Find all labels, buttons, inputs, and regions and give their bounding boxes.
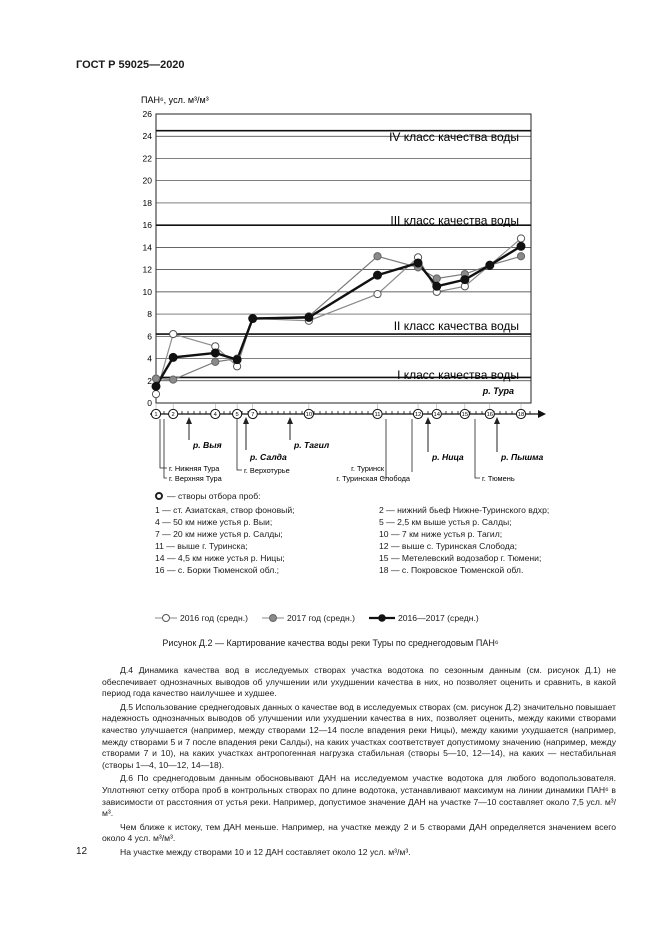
station-number: 5 bbox=[235, 412, 239, 419]
axis-arrow-icon bbox=[538, 410, 546, 418]
station-number: 18 bbox=[517, 412, 525, 419]
legend-item: 1 — ст. Азиатская, створ фоновый; bbox=[155, 505, 295, 515]
data-point bbox=[517, 242, 525, 250]
series-legend-2017 bbox=[262, 613, 355, 623]
data-point bbox=[152, 382, 160, 390]
legend-item: 4 — 50 км ниже устья р. Выи; bbox=[155, 517, 273, 527]
body-text bbox=[102, 665, 616, 861]
series-legend bbox=[155, 613, 479, 623]
data-point bbox=[169, 353, 177, 361]
data-point bbox=[374, 290, 381, 297]
tributary-salda: р. Салда bbox=[250, 452, 287, 462]
station-number: 12 bbox=[414, 412, 422, 419]
series-name: 2016—2017 (средн.) bbox=[397, 613, 479, 623]
legend-item: 16 — с. Борки Тюменской обл.; bbox=[155, 565, 280, 575]
paragraph: Д.4 Динамика качества вод в исследуемых створах участка водотока по сезонным данным (см. рисунок Д.1) не обеспечивает однозначных выводов об улучшении или ухудшении качества в них, но позволяет оценить и сравнить, в какой период года качество наилучшее и худшее. bbox=[102, 665, 616, 699]
class-label: IV класс качества воды bbox=[389, 130, 519, 145]
y-tick-label: 2 bbox=[147, 375, 152, 386]
data-point bbox=[249, 315, 257, 323]
y-tick-label: 0 bbox=[147, 398, 152, 408]
data-point bbox=[211, 349, 219, 357]
legend-item: 12 — выше с. Туринская Слобода; bbox=[379, 541, 517, 551]
town-nizhnyaya-tura: г. Нижняя Тура bbox=[169, 464, 220, 473]
town-turinsk: г. Туринск bbox=[351, 464, 384, 473]
paragraph: Д.6 По среднегодовым данным обосновывают ДАН на исследуемом участке водотока для любого водопользователя. Уплотняют сетку отбора проб в контрольных створах по длине водотока, устанавливают максимум на линии динамики ПАН⁶ в зависимости от расстояния от устья реки. Например, допустимое значение ДАН на участке 7—10 составляет около 7,5 усл. м³/м³. bbox=[102, 773, 616, 819]
y-tick-label: 22 bbox=[142, 153, 152, 164]
series-name: 2017 год (средн.) bbox=[286, 613, 355, 623]
tributary-vya: р. Выя bbox=[193, 440, 222, 450]
series-legend-2016 bbox=[155, 613, 248, 623]
y-tick-label: 20 bbox=[142, 175, 152, 186]
y-axis-label: ПАН⁶, усл. м³/м³ bbox=[141, 95, 209, 105]
data-point bbox=[433, 275, 440, 282]
figure-caption: Рисунок Д.2 — Картирование качества воды реки Туры по среднегодовым ПАН⁶ bbox=[162, 638, 499, 648]
y-tick-label: 16 bbox=[142, 220, 152, 231]
station-number: 11 bbox=[374, 412, 381, 419]
open-circle-line-icon bbox=[155, 613, 177, 623]
tributary-tagil: р. Тагил bbox=[294, 440, 330, 450]
town-tyumen: г. Тюмень bbox=[482, 474, 515, 483]
paragraph: На участке между створами 10 и 12 ДАН составляет около 12 усл. м³/м³. bbox=[120, 846, 411, 857]
legend-item: 7 — 20 км ниже устья р. Салды; bbox=[155, 529, 283, 539]
legend-item: 2 — нижний бьеф Нижне-Туринского вдхр; bbox=[379, 505, 550, 515]
data-point bbox=[486, 261, 494, 269]
y-tick-label: 14 bbox=[142, 242, 152, 253]
series-name: 2016 год (средн.) bbox=[180, 613, 248, 623]
legend-title: — створы отбора проб: bbox=[167, 491, 261, 501]
data-point bbox=[170, 330, 177, 337]
station-number: 7 bbox=[251, 412, 255, 419]
station-number: 2 bbox=[171, 412, 175, 419]
y-tick-label: 18 bbox=[142, 197, 152, 208]
data-point bbox=[517, 253, 524, 260]
y-tick-label: 10 bbox=[142, 286, 152, 297]
data-point bbox=[305, 313, 313, 321]
y-tick-label: 24 bbox=[142, 131, 152, 142]
river-label: р. Тура bbox=[482, 386, 514, 396]
series-line bbox=[156, 246, 521, 386]
tributary-pyshma: р. Пышма bbox=[501, 452, 544, 462]
data-point bbox=[152, 375, 159, 382]
station-ring-icon bbox=[155, 492, 163, 500]
tributary-nitsa: р. Ница bbox=[432, 452, 464, 462]
data-point bbox=[374, 253, 381, 260]
paragraph: Д.5 Использование среднегодовых данных о качестве вод в исследуемых створах (см. рисунок Д.2) значительно повышает надежность однозначных выводов об улучшении или ухудшении качества в них, позволяет оценить, между какими створами качество улучшается (например, между створами 12—14 после впадения реки Ницы), между какими ухудшается (например, между створами 5 и 7 после впадения реки Салды), на каких участках соответствует допустимому значению (например, между створами 7 и 10), на каких участках антропогенная нагрузка стабильная (створы 5—10, 12—14), на каких — нестабильная (створы 1—4, 10—12, 14—18). bbox=[102, 701, 616, 770]
station-number: 16 bbox=[486, 412, 494, 419]
data-point bbox=[233, 356, 241, 364]
legend-item: 10 — 7 км ниже устья р. Тагил; bbox=[379, 529, 503, 539]
gray-circle-line-icon bbox=[262, 613, 284, 623]
data-point bbox=[152, 391, 159, 398]
class-label: III класс качества воды bbox=[390, 213, 519, 228]
station-number: 10 bbox=[305, 412, 313, 419]
data-point bbox=[414, 259, 422, 267]
station-number: 15 bbox=[461, 412, 469, 419]
legend-item: 14 — 4,5 км ниже устья р. Ницы; bbox=[155, 553, 285, 563]
station-number: 14 bbox=[433, 412, 440, 419]
legend-item: 18 — с. Покровское Тюменской обл. bbox=[379, 565, 524, 575]
station-number: 1 bbox=[154, 412, 158, 419]
town-turinskaya-sloboda: г. Туринская Слобода bbox=[336, 474, 410, 483]
data-point bbox=[170, 376, 177, 383]
y-tick-label: 26 bbox=[142, 109, 152, 119]
y-tick-label: 12 bbox=[142, 264, 152, 275]
stations-legend bbox=[155, 490, 549, 576]
data-point bbox=[373, 271, 381, 279]
station-number: 4 bbox=[213, 412, 217, 419]
y-tick-label: 6 bbox=[147, 331, 152, 342]
y-tick-label: 8 bbox=[147, 309, 152, 320]
y-tick-label: 4 bbox=[147, 353, 152, 364]
legend-item: 15 — Метелевский водозабор г. Тюмени; bbox=[379, 553, 542, 563]
town-verkhnyaya-tura: г. Верхняя Тура bbox=[169, 474, 222, 483]
legend-item: 11 — выше г. Туринска; bbox=[155, 541, 248, 551]
class-label: II класс качества воды bbox=[393, 319, 519, 334]
data-point bbox=[461, 276, 469, 284]
paragraph: Чем ближе к истоку, тем ДАН меньше. Например, на участке между 2 и 5 створами ДАН определяется значением всего около 4 усл. м³/м³. bbox=[102, 821, 616, 844]
black-circle-line-icon bbox=[369, 613, 395, 623]
class-label: I класс качества воды bbox=[397, 368, 519, 383]
data-point bbox=[212, 358, 219, 365]
legend-item: 5 — 2,5 км выше устья р. Салды; bbox=[379, 517, 512, 527]
data-point bbox=[517, 235, 524, 242]
series-legend-avg bbox=[369, 613, 479, 623]
page-number: 12 bbox=[76, 846, 88, 857]
data-point bbox=[433, 282, 441, 290]
document-code: ГОСТ Р 59025—2020 bbox=[76, 59, 185, 71]
town-verkhoturye: г. Верхотурье bbox=[244, 466, 290, 475]
